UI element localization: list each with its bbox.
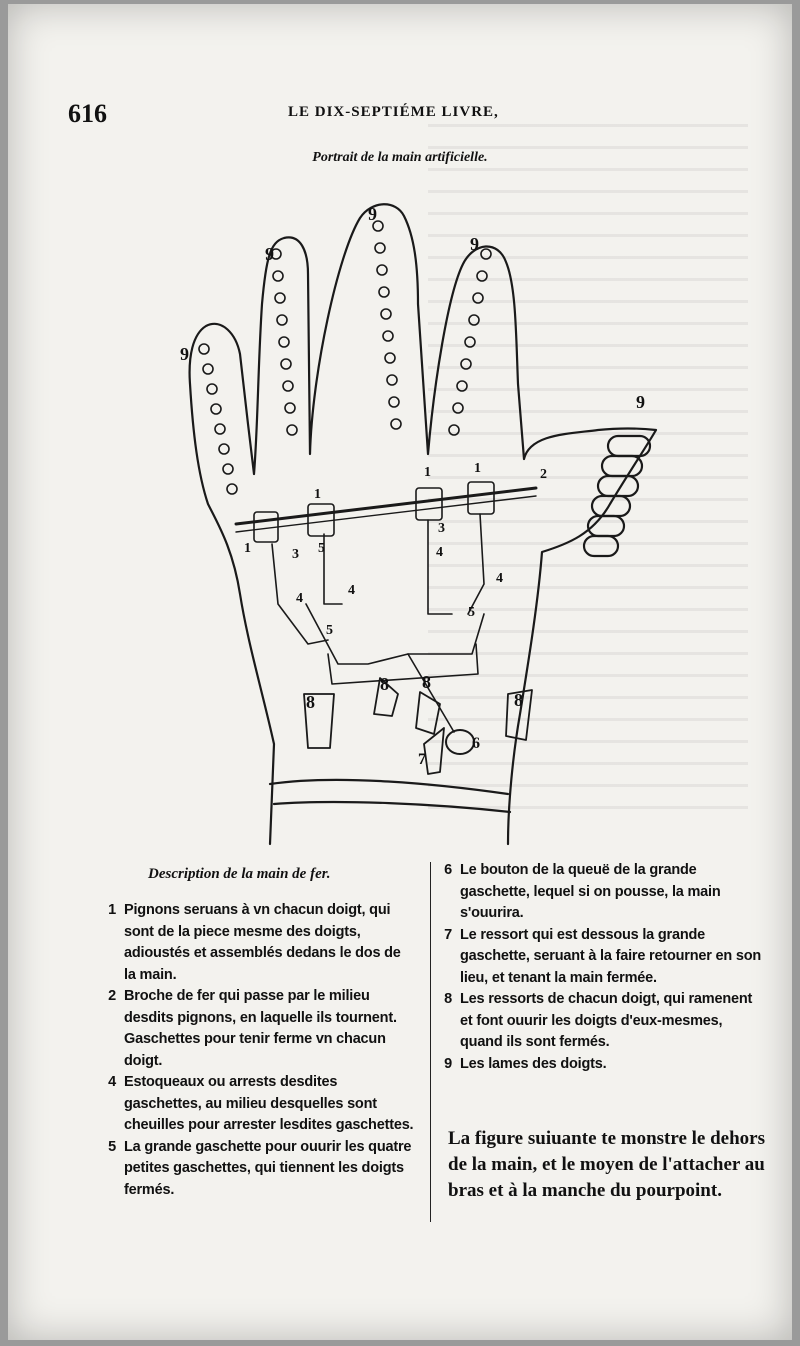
description-entry (438, 925, 768, 990)
label-1: 1 (314, 487, 321, 502)
page-number: 616 (68, 99, 107, 128)
label-1: 1 (244, 541, 251, 556)
closing-paragraph: La figure suiuante te monstre le dehors de la main, et le moyen de l'attacher au bras et à la manche du pourpoint. (448, 1128, 766, 1201)
bouton (446, 730, 474, 754)
description-list-right (438, 860, 768, 1075)
label-7: 7 (418, 751, 426, 768)
label-5: 5 (326, 623, 333, 638)
label-9: 9 (470, 234, 479, 254)
label-1: 1 (424, 465, 431, 480)
label-9: 9 (180, 344, 189, 364)
description-entry (94, 1029, 414, 1072)
entry-number: 1 (108, 902, 116, 918)
description-entry (438, 1054, 768, 1076)
entry-text: Le ressort qui est dessous la grande gaschette, seruant à la faire retourner en son lieu, et tenant la main fermée. (460, 926, 762, 986)
entry-number: 2 (108, 988, 116, 1004)
description-entry (438, 860, 768, 925)
entry-text: Broche de fer qui passe par le milieu desdits pignons, en laquelle ils tournent. (124, 988, 397, 1026)
label-4: 4 (436, 545, 443, 560)
description-entry (94, 1072, 414, 1137)
gaschettes (272, 514, 484, 684)
label-4: 4 (496, 571, 503, 586)
description-title: Description de la main de fer. (148, 866, 331, 882)
label-1: 1 (474, 461, 481, 476)
description-entry (94, 986, 414, 1029)
label-4: 4 (296, 591, 303, 606)
entry-text: Les ressorts de chacun doigt, qui ramenent et font ouurir les doigts d'eux-mesmes, quand ils sont fermés. (460, 991, 753, 1050)
label-8: 8 (306, 692, 315, 712)
label-5: 5 (318, 541, 325, 556)
label-3: 3 (292, 547, 299, 562)
description-list-left (94, 900, 414, 1201)
label-9: 9 (368, 204, 377, 224)
broche-axle (236, 488, 536, 524)
label-6: 6 (472, 735, 480, 752)
artificial-hand-illustration (8, 4, 792, 864)
entry-text: Pignons seruans à vn chacun doigt, qui sont de la piece mesme des doigts, adioustés et assemblés dedans le dos de la main. (124, 902, 401, 983)
label-8: 8 (514, 690, 523, 710)
label-9: 9 (265, 244, 274, 264)
hand-outline (190, 204, 656, 844)
running-title: LE DIX-SEPTIÉME LIVRE, (288, 104, 499, 120)
entry-number: 7 (444, 926, 452, 943)
book-page (8, 4, 792, 1340)
description-entry (94, 900, 414, 986)
description-entry (438, 989, 768, 1054)
entry-text: Le bouton de la queuë de la grande gaschette, lequel si on pousse, la main s'ouurira. (460, 862, 721, 921)
entry-number: 8 (444, 991, 452, 1007)
pignons (254, 482, 494, 542)
label-8: 8 (380, 674, 389, 694)
entry-text: Gaschettes pour tenir ferme vn chacun doigt. (124, 1031, 386, 1069)
entry-text: La grande gaschette pour ouurir les quatre petites gaschettes, qui tiennent les doigts fermés. (124, 1138, 412, 1198)
entry-number: 4 (108, 1074, 116, 1090)
entry-number: 9 (444, 1055, 452, 1072)
label-8: 8 (422, 672, 431, 692)
finger-lames (199, 221, 491, 494)
label-4: 4 (348, 583, 355, 598)
label-2: 2 (540, 467, 547, 482)
entry-number: 6 (444, 862, 452, 878)
label-9: 9 (636, 392, 645, 412)
label-3: 3 (438, 521, 445, 536)
figure-caption: Portrait de la main artificielle. (312, 150, 488, 165)
entry-text: Les lames des doigts. (460, 1055, 607, 1072)
entry-number: 5 (108, 1138, 116, 1155)
description-entry (94, 1137, 414, 1202)
label-5: 5 (468, 605, 475, 620)
entry-text: Estoqueaux ou arrests desdites gaschettes, au milieu desquelles sont cheuilles pour arrester lesdites gaschettes. (124, 1074, 414, 1133)
column-divider (430, 862, 431, 1222)
